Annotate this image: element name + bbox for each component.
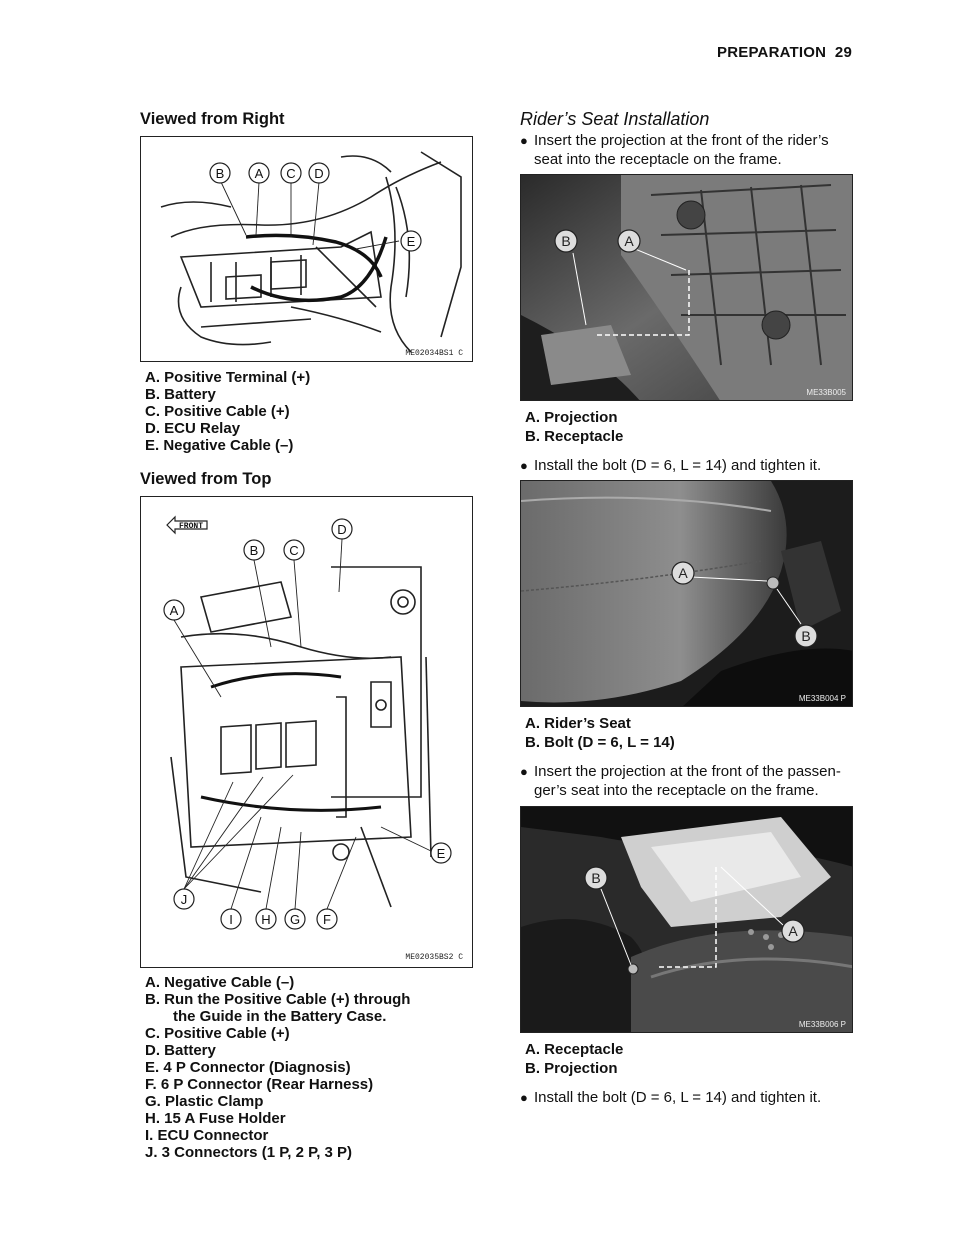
figure-code: ME02034BS1 C	[405, 349, 463, 358]
diagram-viewed-from-top	[140, 496, 473, 968]
callout-c: C	[286, 166, 296, 181]
bullet-icon: ●	[520, 133, 528, 148]
legend-item: B. Run the Positive Cable (+) through	[145, 991, 411, 1008]
callout-d: D	[337, 522, 347, 537]
callout-a: A	[254, 166, 264, 181]
instruction-4	[520, 1088, 821, 1107]
legend-item: F. 6 P Connector (Rear Harness)	[145, 1076, 374, 1093]
callout-f: F	[323, 912, 331, 927]
callout-a: A	[788, 923, 798, 939]
photo-code: ME33B004 P	[798, 694, 846, 703]
callout-a: A	[624, 233, 634, 249]
fig1-heading: Viewed from Right	[140, 110, 285, 128]
legend-item: A. Positive Terminal (+)	[145, 369, 311, 386]
legend-item: G. Plastic Clamp	[145, 1093, 264, 1110]
fig1-legend	[145, 369, 310, 454]
page-number: 29	[834, 44, 852, 61]
callout-e: E	[436, 846, 446, 861]
callout-e: E	[406, 234, 416, 249]
legend-item: E. 4 P Connector (Diagnosis)	[145, 1059, 351, 1076]
fig2-heading: Viewed from Top	[140, 470, 272, 488]
legend-item: C. Positive Cable (+)	[145, 403, 290, 420]
callout-h: H	[261, 912, 271, 927]
legend-item: H. 15 A Fuse Holder	[145, 1110, 286, 1127]
bullet-icon: ●	[520, 764, 528, 779]
callout-b: B	[561, 233, 571, 249]
photo1-legend	[525, 408, 623, 446]
instruction-text: Insert the projection at the front of the passen-	[534, 763, 841, 780]
legend-item: B. Projection	[525, 1060, 618, 1077]
page-header	[717, 44, 852, 61]
callout-a: A	[678, 565, 688, 581]
legend-item: A. Projection	[525, 409, 618, 426]
photo-rider-seat-receptacle	[520, 174, 853, 401]
photo-passenger-seat	[520, 806, 853, 1033]
legend-item: B. Battery	[145, 386, 216, 403]
figure-code: ME02035BS2 C	[405, 953, 463, 962]
legend-item: C. Positive Cable (+)	[145, 1025, 290, 1042]
legend-item: D. ECU Relay	[145, 420, 241, 437]
legend-item: A. Rider’s Seat	[525, 715, 631, 732]
callout-b: B	[591, 870, 601, 886]
instruction-2	[520, 456, 821, 475]
legend-item: B. Bolt (D = 6, L = 14)	[525, 734, 675, 751]
instruction-text: seat into the receptacle on the frame.	[534, 151, 782, 168]
photo2-legend	[525, 714, 675, 752]
section-heading: Rider’s Seat Installation	[520, 109, 710, 129]
legend-item: B. Receptacle	[525, 428, 624, 445]
legend-item: A. Receptacle	[525, 1041, 624, 1058]
legend-item: A. Negative Cable (–)	[145, 974, 295, 991]
callout-g: G	[289, 912, 301, 927]
legend-item: J. 3 Connectors (1 P, 2 P, 3 P)	[145, 1144, 353, 1161]
instruction-text: ger’s seat into the receptacle on the frame.	[534, 782, 819, 799]
photo-code: ME33B006 P	[798, 1020, 846, 1029]
legend-item: D. Battery	[145, 1042, 216, 1059]
callout-b: B	[249, 543, 259, 558]
callout-i: I	[229, 912, 233, 927]
photo3-legend	[525, 1040, 623, 1078]
callout-a: A	[169, 603, 179, 618]
diagram-viewed-from-right	[140, 136, 473, 362]
legend-item: E. Negative Cable (–)	[145, 437, 294, 454]
callout-j: J	[180, 892, 188, 907]
instruction-1	[520, 131, 829, 169]
bullet-icon: ●	[520, 458, 528, 473]
legend-item: I. ECU Connector	[145, 1127, 269, 1144]
instruction-3	[520, 762, 841, 800]
callout-b: B	[215, 166, 225, 181]
instruction-text: Install the bolt (D = 6, L = 14) and tighten it.	[534, 1089, 822, 1106]
callout-c: C	[289, 543, 299, 558]
callout-d: D	[314, 166, 324, 181]
front-label: FRONT	[178, 522, 204, 531]
instruction-text: Insert the projection at the front of the rider’s	[534, 132, 829, 149]
fig2-legend	[145, 974, 410, 1161]
bullet-icon: ●	[520, 1090, 528, 1105]
photo-code: ME33B005	[806, 388, 846, 397]
section-title: PREPARATION	[717, 44, 827, 61]
legend-item: the Guide in the Battery Case.	[173, 1008, 387, 1025]
photo-rider-seat-bolt	[520, 480, 853, 707]
callout-b: B	[801, 628, 811, 644]
instruction-text: Install the bolt (D = 6, L = 14) and tighten it.	[534, 457, 822, 474]
